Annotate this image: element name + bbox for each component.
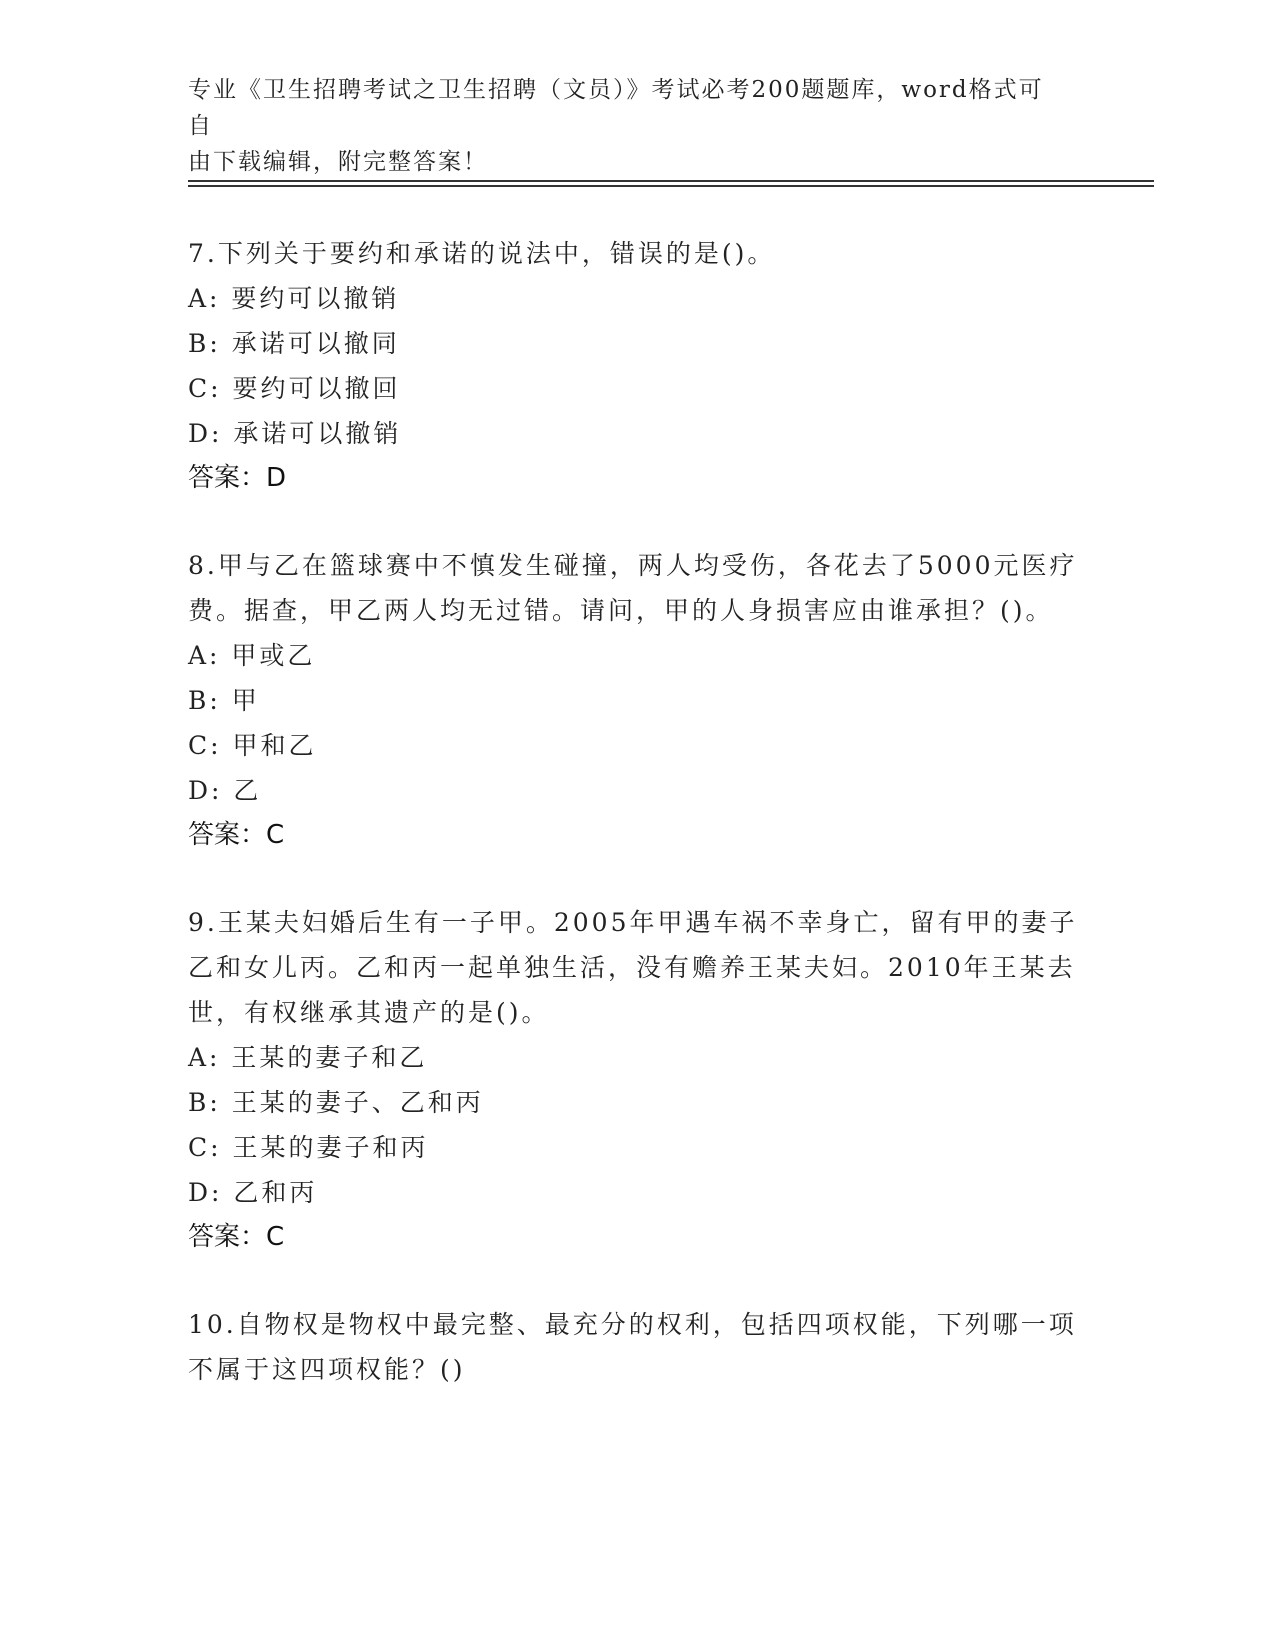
option-c: C: 要约可以撤回 [188, 374, 401, 403]
option-b: B: 承诺可以撤同 [188, 329, 400, 358]
option-a: A: 要约可以撤销 [188, 284, 400, 313]
question-10 [188, 1302, 1088, 1392]
question-7 [188, 231, 1088, 501]
option-c: C: 王某的妻子和丙 [188, 1133, 429, 1162]
question-8 [188, 543, 1088, 858]
question-stem: 9.王某夫妇婚后生有一子甲。2005年甲遇车祸不幸身亡，留有甲的妻子乙和女儿丙。乙和丙一起单独生活，没有赡养王某夫妇。2010年王某去世，有权继承其遗产的是()。 [188, 908, 1078, 1027]
option-c: C: 甲和乙 [188, 731, 317, 760]
option-b: B: 王某的妻子、乙和丙 [188, 1088, 484, 1117]
header-line-1: 专业《卫生招聘考试之卫生招聘（文员）》考试必考200题题库，word格式可自 [188, 77, 1044, 139]
question-stem: 8.甲与乙在篮球赛中不慎发生碰撞，两人均受伤，各花去了5000元医疗费。据查，甲乙两人均无过错。请问，甲的人身损害应由谁承担？()。 [188, 551, 1078, 625]
answer: 答案：C [188, 1222, 285, 1252]
header-divider [188, 180, 1154, 187]
document-header [188, 72, 1068, 180]
question-list [188, 231, 1088, 1434]
option-b: B: 甲 [188, 686, 260, 715]
answer: 答案：C [188, 820, 285, 850]
option-a: A: 甲或乙 [188, 641, 316, 670]
option-d: D: 乙和丙 [188, 1178, 318, 1207]
question-stem: 10.自物权是物权中最完整、最充分的权利，包括四项权能，下列哪一项不属于这四项权能？() [188, 1310, 1077, 1384]
option-d: D: 乙 [188, 776, 262, 805]
question-stem: 7.下列关于要约和承诺的说法中，错误的是()。 [188, 239, 776, 268]
answer: 答案：D [188, 463, 287, 493]
header-line-2: 由下载编辑，附完整答案！ [188, 149, 488, 175]
option-a: A: 王某的妻子和乙 [188, 1043, 428, 1072]
question-9 [188, 900, 1088, 1260]
option-d: D: 承诺可以撤销 [188, 419, 402, 448]
